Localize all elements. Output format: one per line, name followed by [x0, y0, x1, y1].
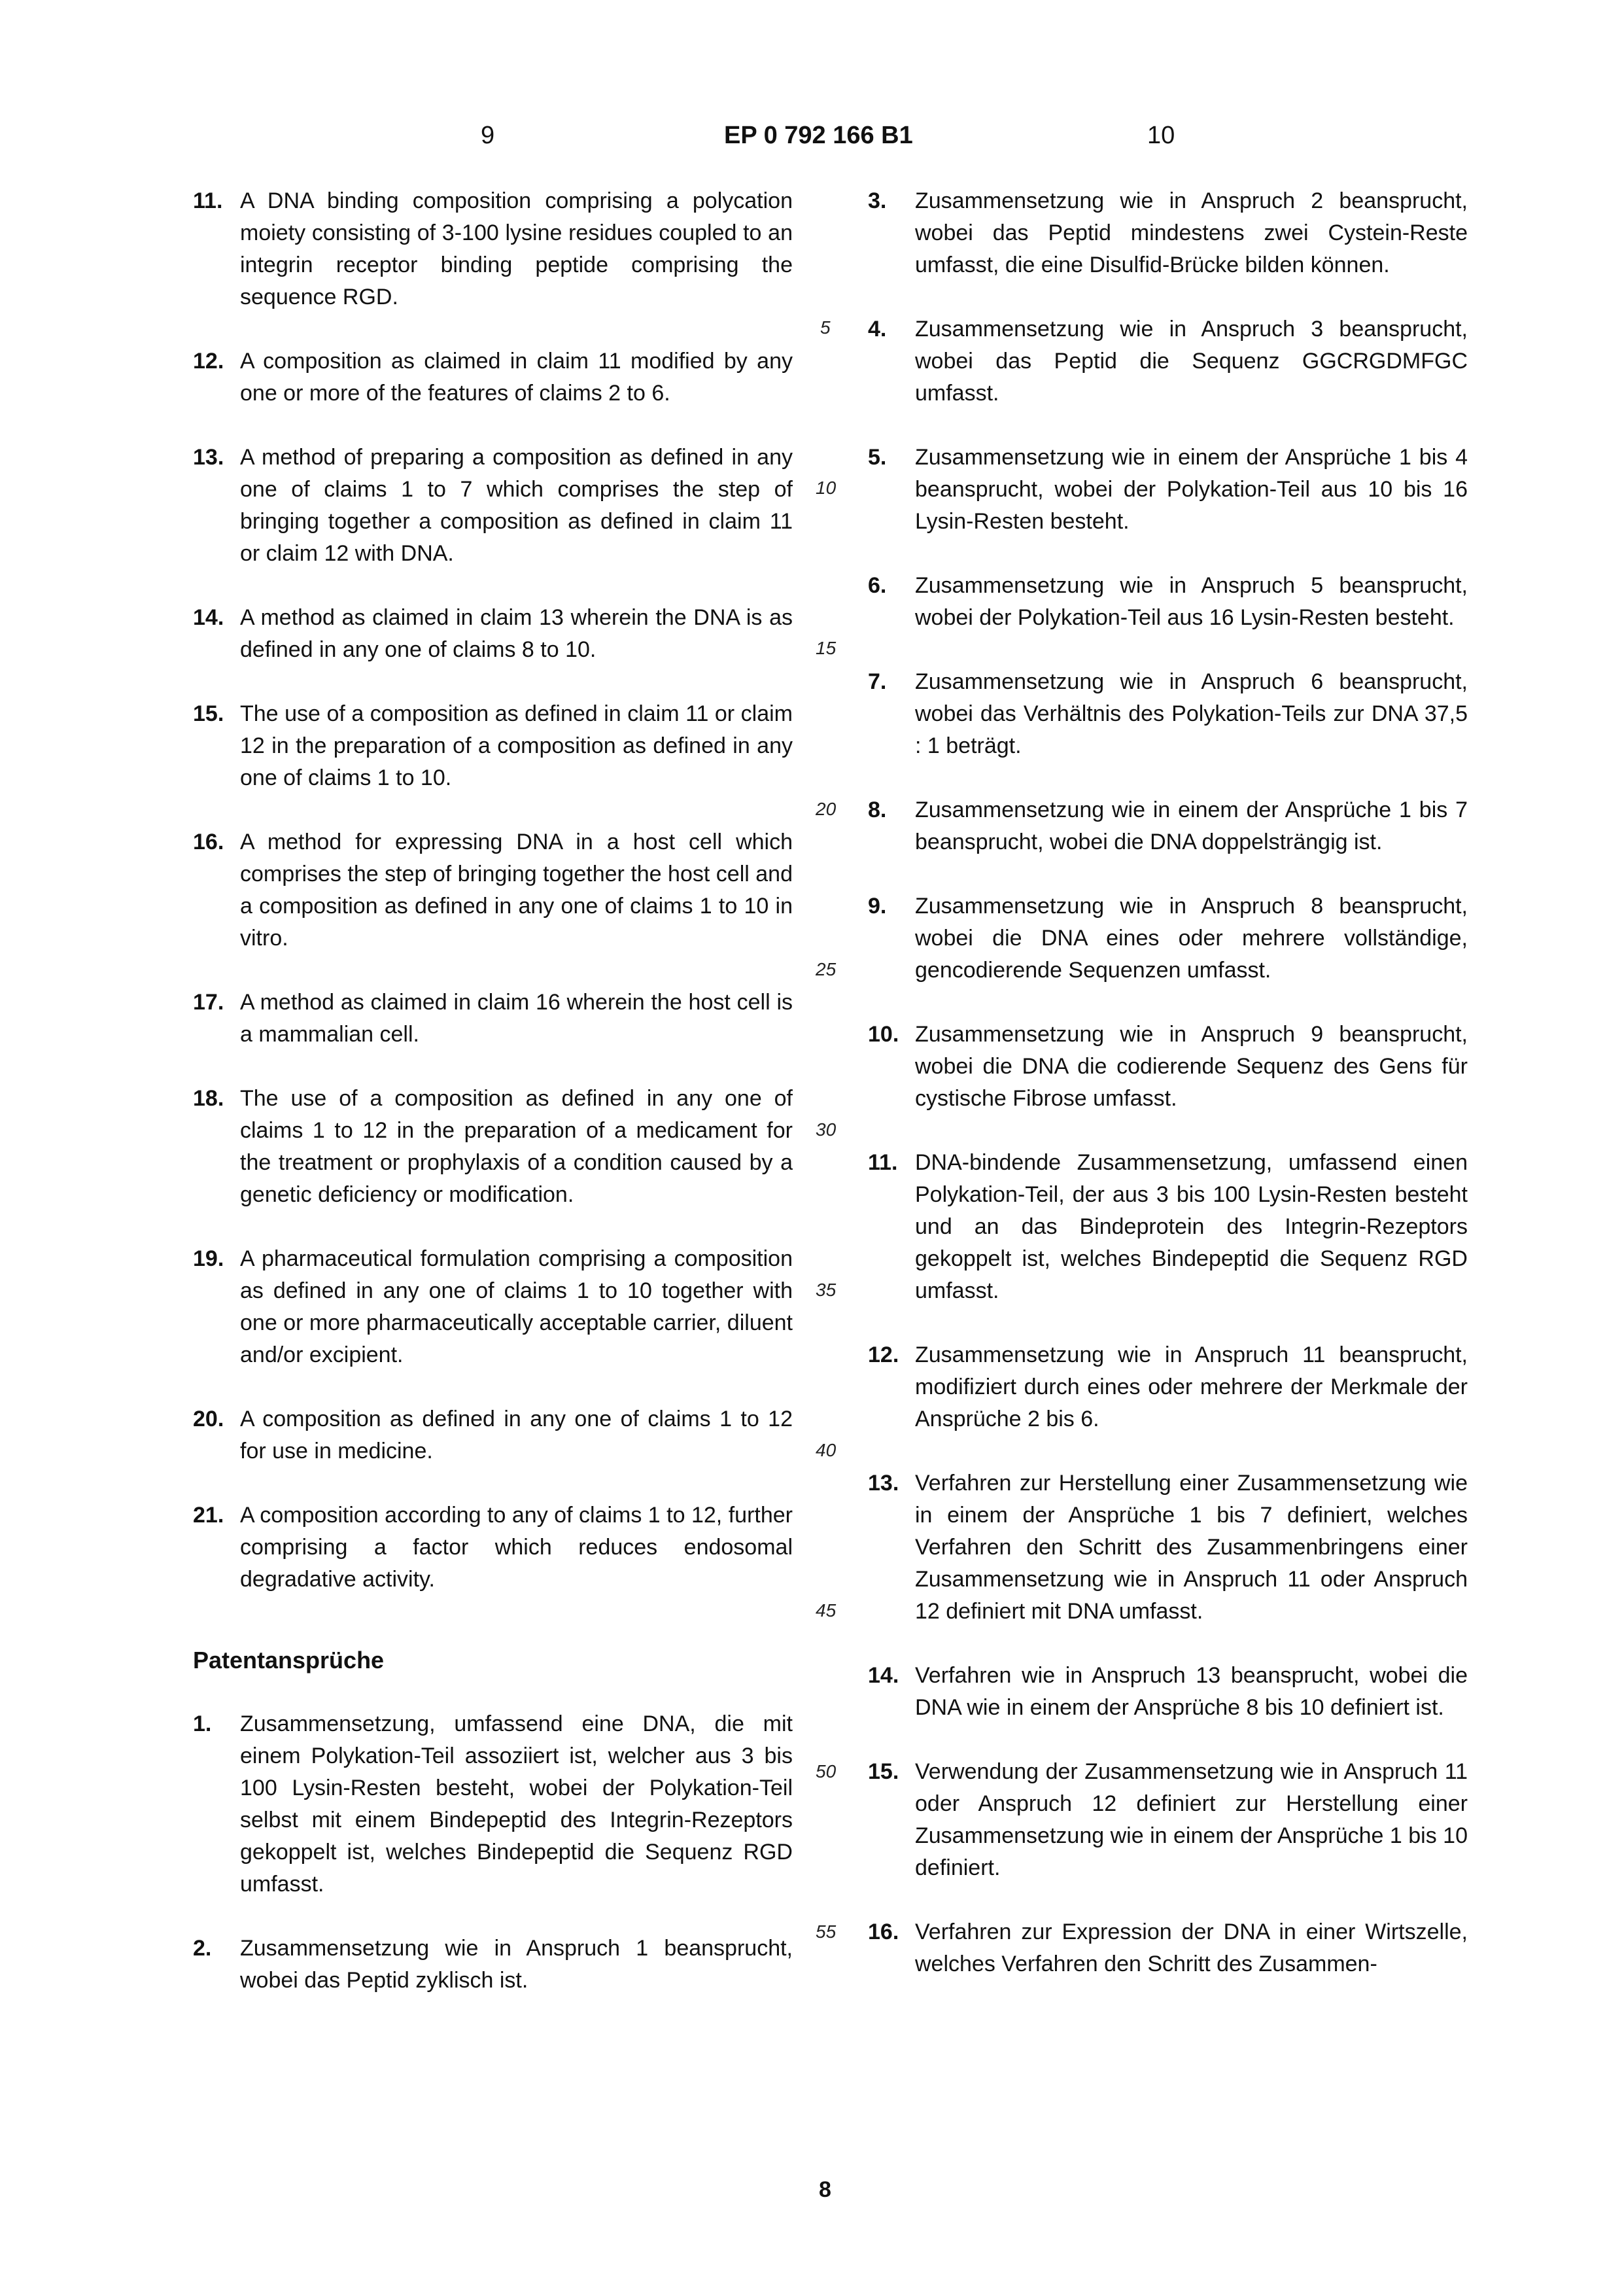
claim-text: Verfahren zur Expression der DNA in einer Wirtszelle, welches Verfahren den Schritt des Zusammen-: [915, 1919, 1468, 1976]
line-number: 40: [816, 1440, 837, 1460]
claim-text: A method for expressing DNA in a host cell which comprises the step of bringing together the host cell and a composition as defined in any one of claims 1 to 10 in vitro.: [240, 830, 793, 951]
line-number: 45: [816, 1600, 837, 1621]
line-number: 35: [816, 1280, 837, 1300]
claim-text: A composition according to any of claims 1 to 12, further comprising a factor which reduces endosomal degradative activity.: [240, 1503, 793, 1592]
claim-number: 11.: [193, 188, 223, 213]
claim-en-15: [193, 698, 793, 794]
claim-number: 16.: [868, 1919, 899, 1944]
claim-de-5: [868, 442, 1468, 538]
claim-de-15: [868, 1756, 1468, 1884]
line-number: 15: [816, 638, 837, 658]
claim-number: 13.: [193, 445, 224, 470]
claim-text: Zusammensetzung wie in Anspruch 2 beansprucht, wobei das Peptid mindestens zwei Cystein-Reste umfasst, die eine Disulfid-Brücke bilden können.: [915, 188, 1468, 277]
claim-text: A DNA binding composition comprising a polycation moiety consisting of 3-100 lysine residues coupled to an integrin receptor binding peptide comprising the sequence RGD.: [240, 188, 793, 309]
claim-number: 14.: [868, 1663, 899, 1688]
claim-text: Zusammensetzung wie in Anspruch 9 beansprucht, wobei die DNA die codierende Sequenz des Gens für cystische Fibrose umfasst.: [915, 1022, 1468, 1111]
claim-de-6: [868, 570, 1468, 634]
claim-de-3: [868, 185, 1468, 281]
claim-number: 19.: [193, 1246, 224, 1271]
claim-en-20: [193, 1403, 793, 1467]
claim-text: A method as claimed in claim 13 wherein the DNA is as defined in any one of claims 8 to 10.: [240, 605, 793, 662]
claim-de-8: [868, 794, 1468, 858]
claim-number: 9.: [868, 894, 887, 919]
section-heading: Patentansprüche: [193, 1647, 385, 1673]
line-number: 5: [820, 317, 831, 338]
claim-text: A pharmaceutical formulation comprising a composition as defined in any one of claims 1 to 10 together with one or more pharmaceutically acceptable carrier, diluent and/or excipient.: [240, 1246, 793, 1367]
line-number: 25: [816, 959, 837, 979]
claim-de-4: [868, 313, 1468, 410]
claim-number: 5.: [868, 445, 887, 470]
claim-en-14: [193, 602, 793, 666]
claim-de-2: [193, 1933, 793, 1997]
claim-de-9: [868, 890, 1468, 987]
claim-number: 6.: [868, 573, 887, 598]
claim-de-7: [868, 666, 1468, 762]
claim-number: 21.: [193, 1503, 224, 1528]
claim-text: DNA-bindende Zusammensetzung, umfassend einen Polykation-Teil, der aus 3 bis 100 Lysin-Resten besteht und an das Bindeprotein des Integrin-Rezeptors gekoppelt ist, welches Bindepeptid die Sequenz RGD umfasst.: [915, 1150, 1468, 1303]
claim-number: 4.: [868, 317, 887, 342]
claim-en-18: [193, 1083, 793, 1211]
claim-text: The use of a composition as defined in claim 11 or claim 12 in the preparation of a composition as defined in any one of claims 1 to 10.: [240, 701, 793, 790]
claim-text: Zusammensetzung wie in Anspruch 3 beansprucht, wobei das Peptid die Sequenz GGCRGDMFGC umfasst.: [915, 317, 1468, 406]
claim-number: 7.: [868, 669, 887, 694]
claim-text: Zusammensetzung wie in Anspruch 1 beansprucht, wobei das Peptid zyklisch ist.: [240, 1936, 793, 1993]
claim-en-16: [193, 826, 793, 955]
claim-number: 14.: [193, 605, 224, 630]
claim-de-14: [868, 1660, 1468, 1724]
right-column: [868, 185, 1468, 2012]
claim-text: Verwendung der Zusammensetzung wie in Anspruch 11 oder Anspruch 12 definiert zur Herstellung einer Zusammensetzung wie in einem der Ansprüche 1 bis 10 definiert.: [915, 1759, 1468, 1880]
claim-de-12: [868, 1339, 1468, 1435]
left-page-number: 9: [481, 122, 495, 149]
claim-number: 12.: [868, 1342, 899, 1367]
claim-text: Verfahren wie in Anspruch 13 beansprucht, wobei die DNA wie in einem der Ansprüche 8 bis 10 definiert ist.: [915, 1663, 1468, 1720]
claim-text: Zusammensetzung wie in Anspruch 5 beansprucht, wobei der Polykation-Teil aus 16 Lysin-Resten besteht.: [915, 573, 1468, 630]
claim-en-13: [193, 442, 793, 570]
claim-number: 8.: [868, 797, 887, 822]
claim-number: 11.: [868, 1150, 898, 1175]
claim-number: 18.: [193, 1086, 224, 1111]
claim-en-21: [193, 1499, 793, 1596]
claim-text: A composition as claimed in claim 11 modified by any one or more of the features of claims 2 to 6.: [240, 349, 793, 406]
claim-de-10: [868, 1019, 1468, 1115]
left-column: [193, 185, 793, 2029]
claim-text: Verfahren zur Herstellung einer Zusammensetzung wie in einem der Ansprüche 1 bis 7 definiert, welches Verfahren den Schritt des Zusammenbringens einer Zusammensetzung wie in Anspruch 11 oder Anspruch 12 definiert mit DNA umfasst.: [915, 1471, 1468, 1624]
claim-number: 10.: [868, 1022, 899, 1047]
claim-text: The use of a composition as defined in any one of claims 1 to 12 in the preparation of a medicament for the treatment or prophylaxis of a condition caused by a genetic deficiency or modification.: [240, 1086, 793, 1207]
claim-de-13: [868, 1467, 1468, 1628]
claim-text: Zusammensetzung, umfassend eine DNA, die mit einem Polykation-Teil assoziiert ist, welcher aus 3 bis 100 Lysin-Resten besteht, wobei der Polykation-Teil selbst mit einem Bindepeptid des Integrin-Rezeptors gekoppelt ist, welches Bindepeptid die Sequenz RGD umfasst.: [240, 1711, 793, 1897]
claim-text: Zusammensetzung wie in einem der Ansprüche 1 bis 4 beansprucht, wobei der Polykation-Teil aus 10 bis 16 Lysin-Resten besteht.: [915, 445, 1468, 534]
claim-text: Zusammensetzung wie in Anspruch 11 beansprucht, modifiziert durch eines oder mehrere der Merkmale der Ansprüche 2 bis 6.: [915, 1342, 1468, 1431]
footer-page-number: 8: [819, 2177, 831, 2202]
line-number: 10: [816, 478, 837, 498]
claim-text: Zusammensetzung wie in Anspruch 6 beansprucht, wobei das Verhältnis des Polykation-Teils zur DNA 37,5 : 1 beträgt.: [915, 669, 1468, 758]
claim-number: 15.: [868, 1759, 899, 1784]
line-number: 50: [816, 1761, 837, 1781]
claim-text: A composition as defined in any one of claims 1 to 12 for use in medicine.: [240, 1407, 793, 1463]
line-number: 30: [816, 1119, 837, 1140]
claim-number: 2.: [193, 1936, 212, 1961]
claim-text: A method of preparing a composition as defined in any one of claims 1 to 7 which comprises the step of bringing together a composition as defined in claim 11 or claim 12 with DNA.: [240, 445, 793, 566]
right-page-number: 10: [1147, 122, 1175, 149]
claim-de-16: [868, 1916, 1468, 1980]
claim-de-11: [868, 1147, 1468, 1307]
claim-text: A method as claimed in claim 16 wherein the host cell is a mammalian cell.: [240, 990, 793, 1047]
claim-en-11: [193, 185, 793, 313]
claim-text: Zusammensetzung wie in Anspruch 8 beansprucht, wobei die DNA eines oder mehrere vollständige, gencodierende Sequenzen umfasst.: [915, 894, 1468, 983]
claim-de-1: [193, 1708, 793, 1901]
claim-number: 15.: [193, 701, 224, 726]
line-number: 55: [816, 1921, 837, 1942]
line-number: 20: [816, 799, 837, 819]
claim-en-19: [193, 1243, 793, 1371]
claim-en-17: [193, 987, 793, 1051]
claim-number: 20.: [193, 1407, 224, 1431]
claim-number: 13.: [868, 1471, 899, 1496]
claim-number: 12.: [193, 349, 224, 374]
claim-number: 17.: [193, 990, 224, 1015]
claim-en-12: [193, 345, 793, 410]
claim-number: 16.: [193, 830, 224, 854]
claim-text: Zusammensetzung wie in einem der Ansprüche 1 bis 7 beansprucht, wobei die DNA doppelsträngig ist.: [915, 797, 1468, 854]
claim-number: 3.: [868, 188, 887, 213]
publication-number: EP 0 792 166 B1: [724, 122, 913, 149]
claim-number: 1.: [193, 1711, 212, 1736]
